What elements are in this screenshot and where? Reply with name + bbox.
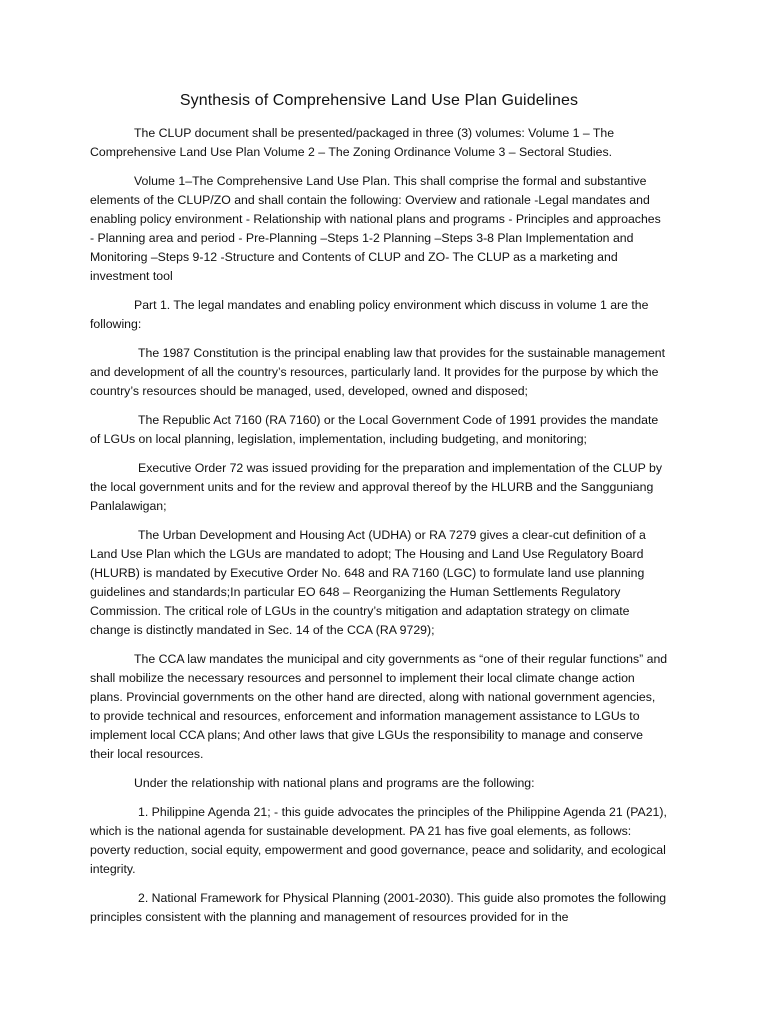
paragraph-eo-72: Executive Order 72 was issued providing for the preparation and implementation of the CLUP by the local government units and for the review and approval thereof by the HLURB and the Sangguniang Panlalawigan; xyxy=(90,461,663,513)
document-title: Synthesis of Comprehensive Land Use Plan Guidelines xyxy=(179,92,579,109)
paragraph-agenda-21: 1. Philippine Agenda 21; - this guide advocates the principles of the Philippine Agenda 21 (PA21), which is the national agenda for sustainable development. PA 21 has five goal elements, as follows: poverty reduction, social equity, empowerment and good governance, peace and solidarity, and ecological integrity. xyxy=(90,805,667,876)
paragraph-constitution: The 1987 Constitution is the principal enabling law that provides for the sustainable management and development of all the country’s resources, particularly land. It provides for the purpose by which the country’s resources should be managed, used, developed, owned and disposed; xyxy=(90,346,666,398)
paragraph-udha: The Urban Development and Housing Act (UDHA) or RA 7279 gives a clear-cut definition of a Land Use Plan which the LGUs are mandated to adopt; The Housing and Land Use Regulatory Board (HLURB) is mandated by Executive Order No. 648 and RA 7160 (LGC) to formulate land use planning guidelines and standards;In particular EO 648 – Reorganizing the Human Settlements Regulatory Commission. The critical role of LGUs in the country’s mitigation and adaptation strategy on climate change is distinctly mandated in Sec. 14 of the CCA (RA 9729); xyxy=(90,528,646,637)
paragraph-cca-law: The CCA law mandates the municipal and city governments as “one of their regular functions” and shall mobilize the necessary resources and personnel to implement their local climate change action plans. Provincial governments on the other hand are directed, along with national government agencies, to provide technical and resources, enforcement and information management assistance to LGUs to implement local CCA plans; And other laws that give LGUs the responsibility to manage and conserve their local resources. xyxy=(90,652,668,761)
paragraph-volumes: The CLUP document shall be presented/packaged in three (3) volumes: Volume 1 – The Comprehensive Land Use Plan Volume 2 – The Zoning Ordinance Volume 3 – Sectoral Studies. xyxy=(90,126,615,159)
paragraph-volume-1: Volume 1–The Comprehensive Land Use Plan. This shall comprise the formal and substantive elements of the CLUP/ZO and shall contain the following: Overview and rationale -Legal mandates and enabling policy environment - Relationship with national plans and programs - Principles and approaches - Planning area and period - Pre-Planning –Steps 1-2 Planning –Steps 3-8 Plan Implementation and Monitoring –Steps 9-12 -Structure and Contents of CLUP and ZO- The CLUP as a marketing and investment tool xyxy=(90,174,661,283)
paragraph-ra-7160: The Republic Act 7160 (RA 7160) or the Local Government Code of 1991 provides the mandate of LGUs on local planning, legislation, implementation, including budgeting, and monitoring; xyxy=(90,413,659,446)
paragraph-national-plans: Under the relationship with national plans and programs are the following: xyxy=(134,776,535,790)
paragraph-part-1: Part 1. The legal mandates and enabling policy environment which discuss in volume 1 are the following: xyxy=(90,298,649,331)
paragraph-nfpp: 2. National Framework for Physical Planning (2001-2030). This guide also promotes the following principles consistent with the planning and management of resources provided for in the xyxy=(90,891,667,924)
